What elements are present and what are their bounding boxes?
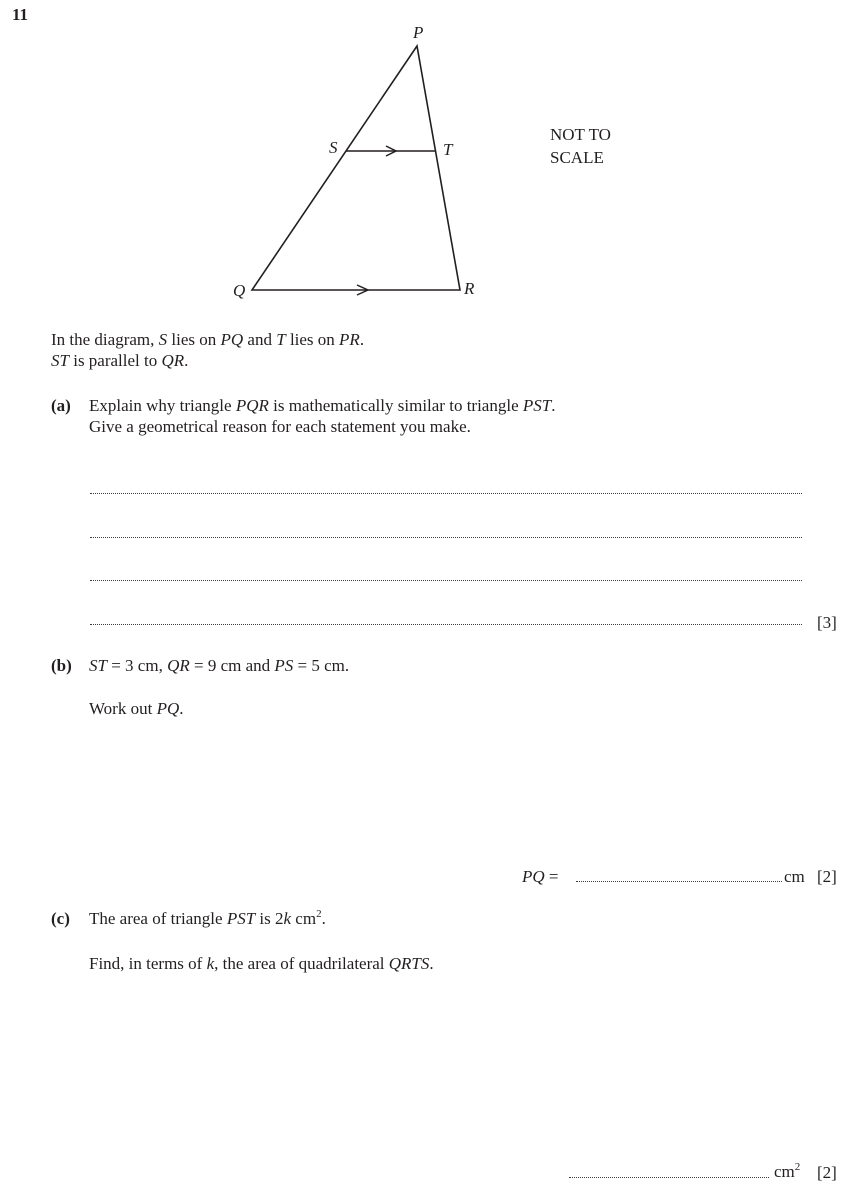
intro-line-1: In the diagram, S lies on PQ and T lies on PR. (51, 330, 365, 349)
question-number: 11 (12, 5, 29, 24)
part-b-answer-label: PQ = (522, 867, 559, 886)
triangle-pqr (252, 46, 460, 290)
part-a-answer-line-2[interactable] (90, 537, 802, 538)
vertex-label-s: S (329, 138, 338, 157)
intro-line-2: ST is parallel to QR. (51, 351, 189, 370)
part-c-unit: $cm^2$ (774, 1161, 801, 1181)
part-c-statement: The area of triangle PST is 2k $cm^2$. (89, 908, 326, 928)
vertex-label-p: P (413, 23, 424, 42)
part-c-answer-field[interactable] (569, 1177, 769, 1178)
part-a-question-line-1: Explain why triangle PQR is mathematically similar to triangle PST. (89, 396, 556, 415)
part-a-answer-line-4[interactable] (90, 624, 802, 625)
part-b-marks: [2] (817, 867, 837, 886)
part-b-answer-field[interactable] (576, 881, 782, 882)
vertex-label-t: T (443, 140, 453, 159)
part-a-question-line-2: Give a geometrical reason for each statement you make. (89, 417, 471, 436)
vertex-label-q: Q (233, 281, 246, 300)
part-a-answer-line-3[interactable] (90, 580, 802, 581)
part-a-answer-line-1[interactable] (90, 493, 802, 494)
vertex-label-r: R (464, 279, 475, 298)
part-b-label: (b) (51, 656, 72, 675)
triangle-diagram (0, 0, 853, 320)
part-b-given: ST = 3 cm, QR = 9 cm and PS = 5 cm. (89, 656, 350, 675)
part-a-marks: [3] (817, 613, 837, 632)
not-to-scale-line-1: NOT TO (550, 125, 611, 144)
not-to-scale-note (550, 123, 611, 169)
not-to-scale-line-2: SCALE (550, 148, 604, 167)
part-c-instruction: Find, in terms of k, the area of quadrilateral QRTS. (89, 954, 434, 973)
part-c-label: (c) (51, 909, 70, 928)
part-a-label: (a) (51, 396, 71, 415)
part-c-marks: [2] (817, 1163, 837, 1182)
part-b-unit: cm (784, 867, 805, 886)
part-b-instruction: Work out PQ. (89, 699, 184, 718)
